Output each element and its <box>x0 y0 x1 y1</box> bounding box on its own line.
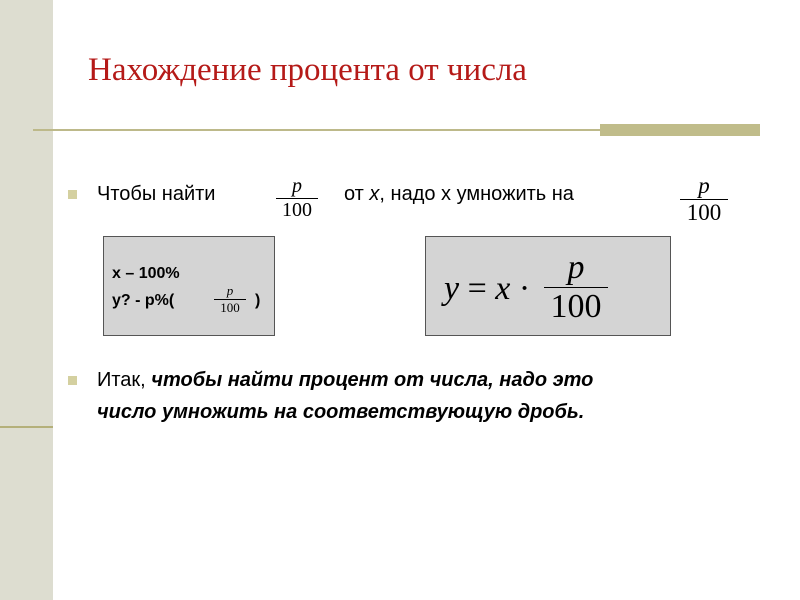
bullet1-text-middle <box>344 183 574 206</box>
fraction-denominator: 100 <box>220 300 240 315</box>
formula-dot: · <box>510 270 531 307</box>
formula-lhs <box>444 270 530 308</box>
formula-var-x: x <box>495 270 511 307</box>
formula-equals: = <box>459 270 496 307</box>
fraction-denominator: 100 <box>550 288 602 325</box>
proportion-box <box>103 236 275 336</box>
bullet1-var-x: х <box>369 183 380 205</box>
formula-var-y: y <box>444 270 460 307</box>
fraction-numerator: p <box>226 283 234 298</box>
fraction-numerator: p <box>698 173 710 198</box>
formula-box <box>425 236 671 336</box>
bullet1-rest: , надо х умножить на <box>379 183 574 205</box>
left-decorative-strip <box>0 0 53 600</box>
conclusion-line-2 <box>97 396 777 428</box>
conclusion-emphasis-2: число умножить на соответствующую дробь. <box>97 401 585 423</box>
fraction-p-over-100-end <box>680 174 728 224</box>
proportion-line-1: х – 100% <box>112 265 180 282</box>
fraction-denominator: 100 <box>686 200 722 225</box>
title-rule-accent <box>600 124 760 136</box>
conclusion-text <box>97 364 777 428</box>
conclusion-line-1 <box>97 364 777 396</box>
fraction-p-over-100-small <box>214 284 246 314</box>
slide-title: Нахождение процента от числа <box>88 52 527 88</box>
fraction-numerator: p <box>567 249 585 286</box>
bullet1-text-start: Чтобы найти <box>97 183 216 205</box>
conclusion-intro: Итак, <box>97 369 152 391</box>
proportion-line-2-start: у? - р%( <box>112 292 175 309</box>
bullet1-ot: от <box>344 183 370 205</box>
fraction-denominator: 100 <box>282 199 312 221</box>
bullet-marker <box>68 376 77 385</box>
formula-fraction <box>544 251 608 324</box>
fraction-p-over-100-inline <box>276 176 318 220</box>
conclusion-emphasis-1: чтобы найти процент от числа, надо это <box>151 369 594 391</box>
left-strip-divider <box>0 426 53 428</box>
fraction-numerator: p <box>292 175 302 197</box>
proportion-line-2-end: ) <box>255 292 261 309</box>
bullet-marker <box>68 190 77 199</box>
